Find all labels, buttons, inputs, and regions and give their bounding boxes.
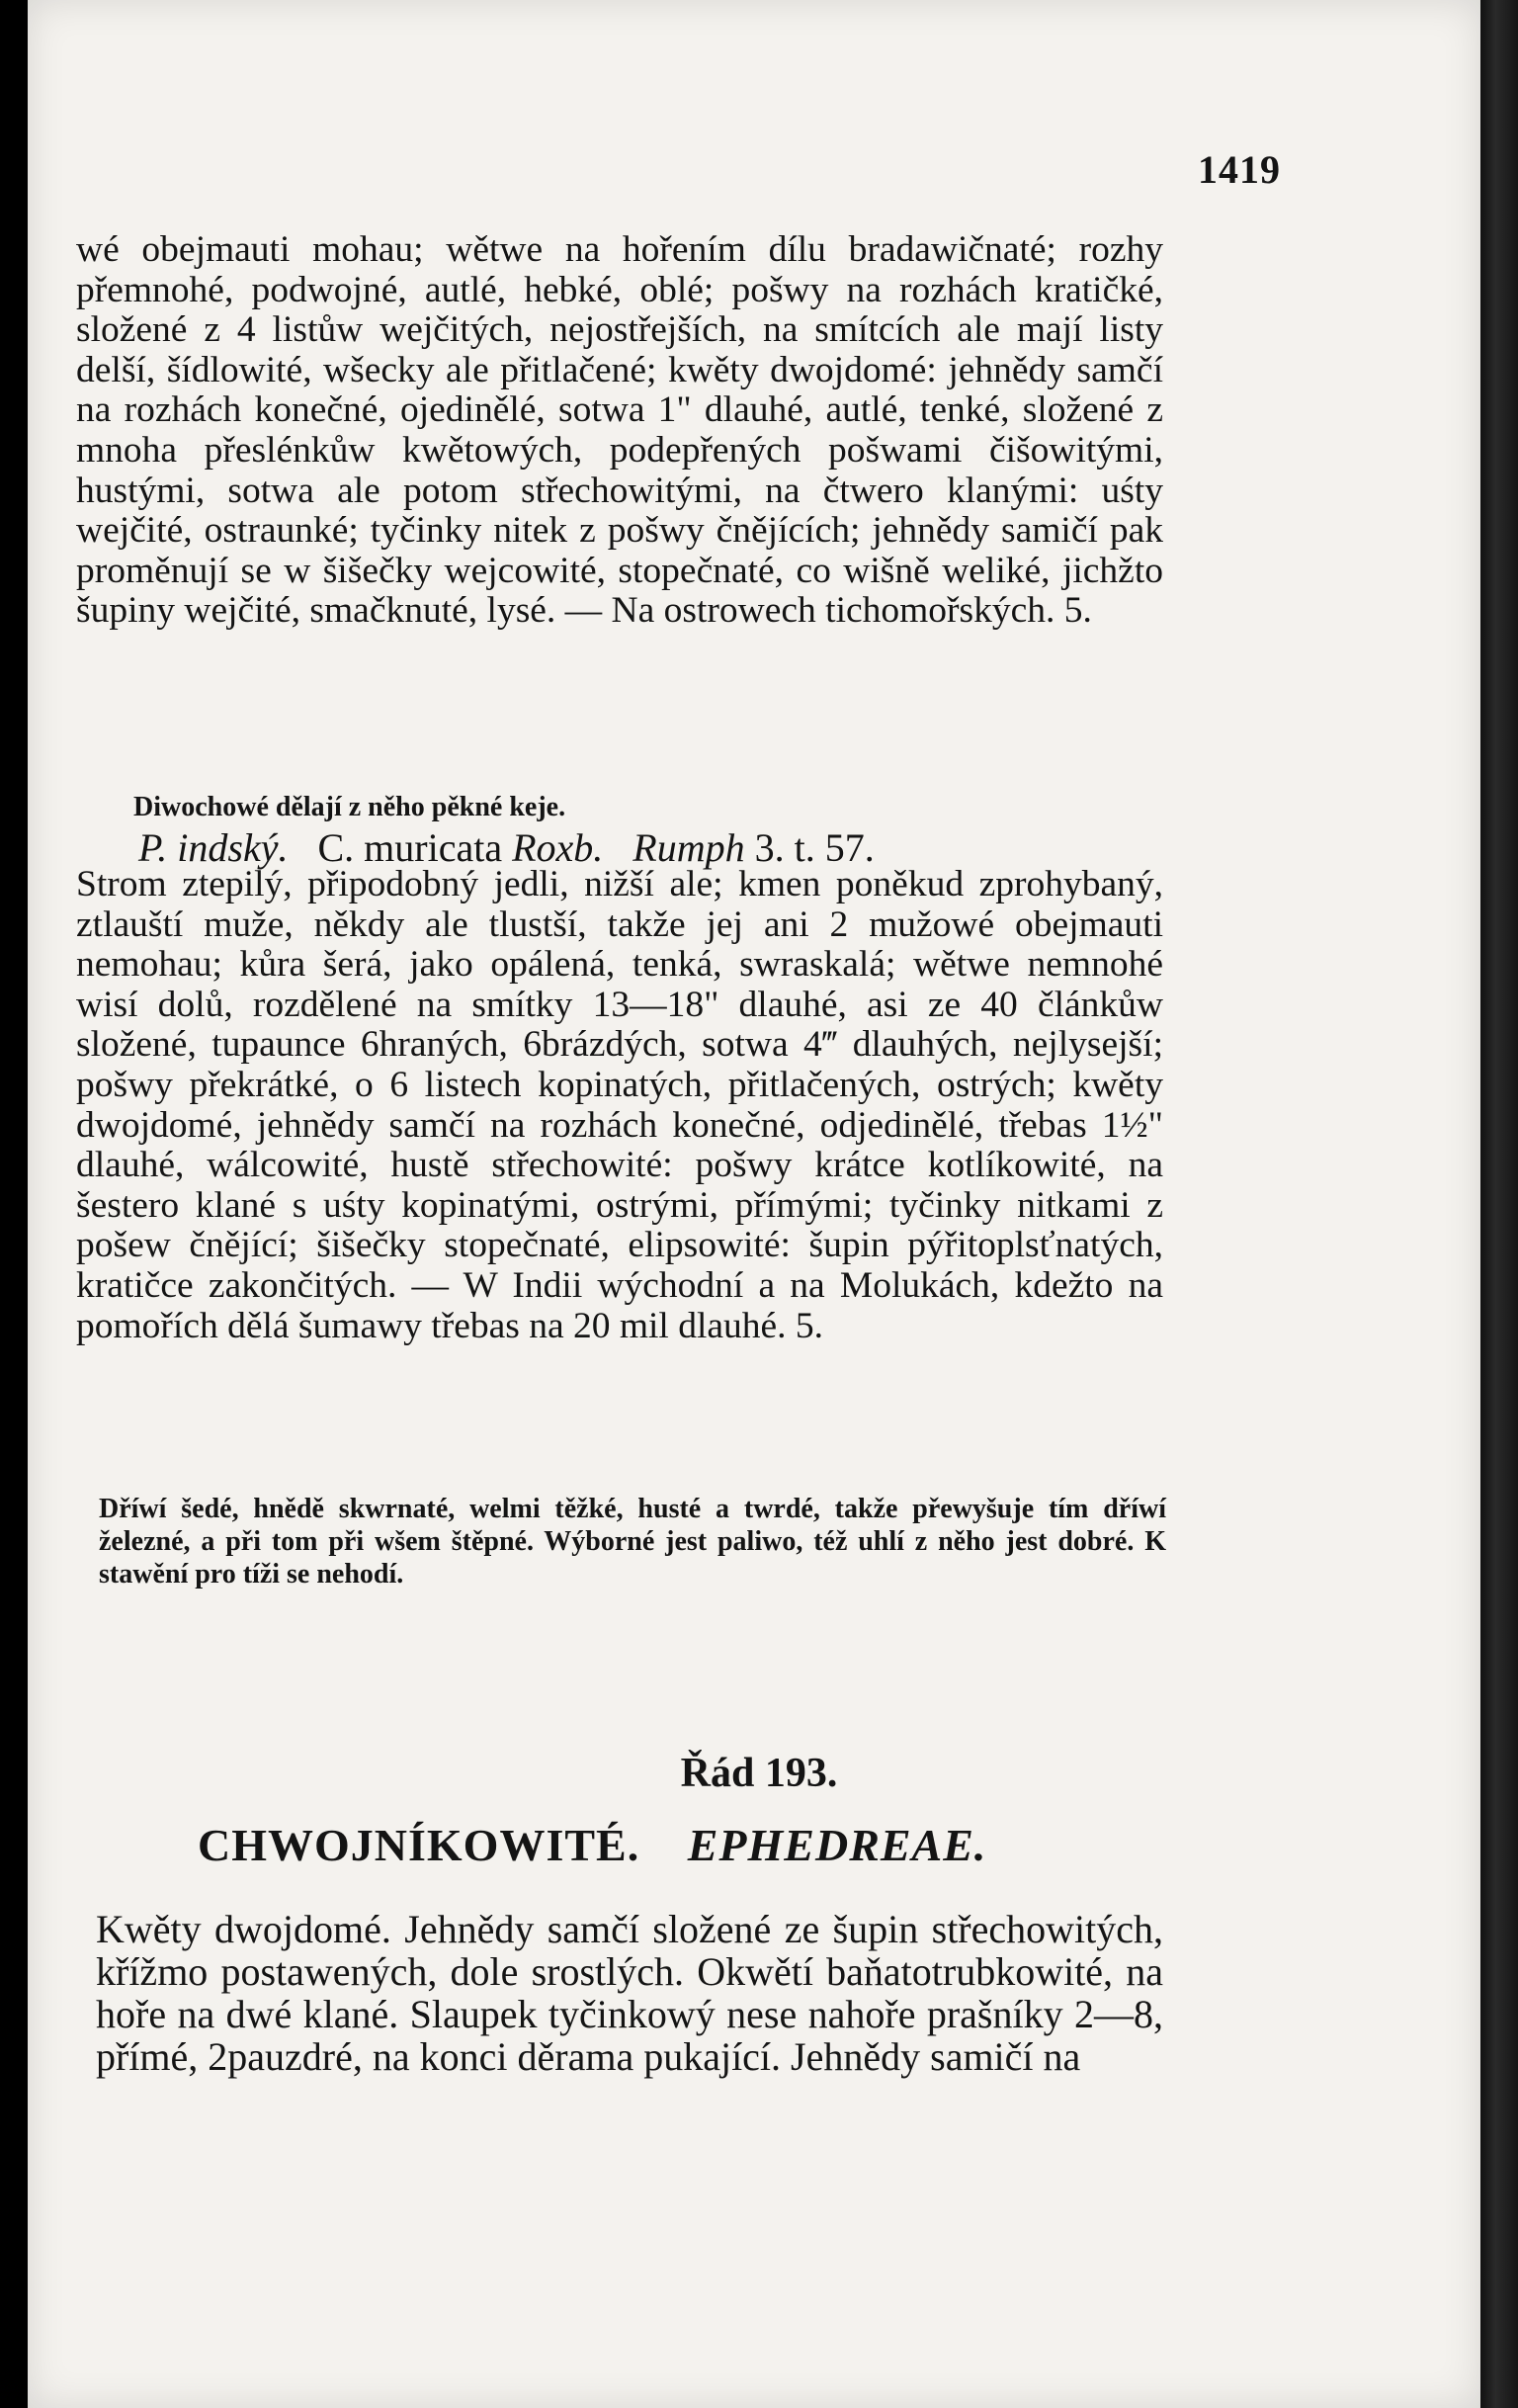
species-reference: 3. t. 57. [754,825,875,870]
note-paragraph: Diwochowé dělají z něho pěkné keje. [133,792,566,822]
note-paragraph-wood: Dříwí šedé, hnědě skwrnaté, welmi těžké, husté a twrdé, takže přewyšuje tím dříwí železné, a při tom při wšem štěpné. Wýborné jest paliwo, též uhlí z něho jest dobré. K stawění pro tíži se nehodí. [99,1494,1166,1590]
family-heading [198,1819,1186,1871]
paragraph-family-description: Kwěty dwojdomé. Jehnědy samčí složené ze šupin střechowitých, křížmo postawených, dole srostlých. Okwětí baňatotrubkowité, na hoře na dwé klané. Slaupek tyčinkowý nese nahoře prašníky 2—8, přímé, 2pauzdré, na konci děrama pukající. Jehnědy samičí na [96,1907,1163,2079]
family-czech-name: CHWOJNÍKOWITÉ. [198,1820,640,1870]
species-latin-name: C. muricata [317,825,503,870]
order-heading: Řád 193. [680,1751,838,1796]
species-abbrev: P. [138,825,168,870]
page-number: 1419 [1198,147,1281,192]
species-czech-name: indský. [177,825,289,870]
family-latin-name: EPHEDREAE. [687,1820,987,1870]
paragraph-intro: wé obejmauti mohau; wětwe na hořením dílu bradawičnaté; rozhy přemnohé, podwojné, autlé, hebké, oblé; pošwy na rozhách kratičké, složené z 4 listůw wejčitých, nejostřejších, na smítcích ale mají listy delší, šídlowité, wšecky ale přitlačené; kwěty dwojdomé: jehnědy samčí na rozhách konečné, ojedinělé, sotwa 1" dlauhé, autlé, tenké, složené z mnoha přeslénkůw kwětowých, podepřených pošwami čišowitými, hustými, sotwa ale potom střechowitými, na čtwero klanými: uśty wejčité, ostraunké; tyčinky nitek z pošwy čnějících; jehnědy samičí pak proměnují se w šišečky wejcowité, stopečnaté, co wišně weliké, jichžto šupiny wejčité, smačknuté, lysé. — Na ostrowech tichomořských. 5. [76,229,1163,632]
page-edge-shadow [1480,0,1518,2408]
species-reference-author: Rumph [632,825,745,870]
paragraph-species-description: Strom ztepilý, připodobný jedli, nižší ale; kmen poněkud zprohybaný, ztlauští muže, někdy ale tlustší, takže jej ani 2 mužowé obejmauti nemohau; kůra šerá, jako opálená, tenká, swraskalá; wětwe nemnohé wisí dolů, rozdělené na smítky 13—18" dlauhé, asi ze 40 článkůw složené, tupaunce 6hraných, 6brázdých, sotwa 4‴ dlauhých, nejlysejší; pošwy překrátké, o 6 listech kopinatých, přitlačených, ostrých; kwěty dwojdomé, jehnědy samčí na rozhách konečné, odjedinělé, třebas 1½" dlauhé, wálcowité, hustě střechowité: pošwy krátce kotlíkowité, na šestero klané s uśty kopinatými, ostrými, přímými; tyčinky nitkami z pošew čnějící; šišečky stopečnaté, elipsowité: šupin pýřitoplsťnatých, kratičce zakončitých. — W Indii wýchodní a na Molukách, kdežto na pomořích dělá šumawy třebas na 20 mil dlauhé. 5. [76,864,1163,1346]
species-author: Roxb. [512,825,604,870]
